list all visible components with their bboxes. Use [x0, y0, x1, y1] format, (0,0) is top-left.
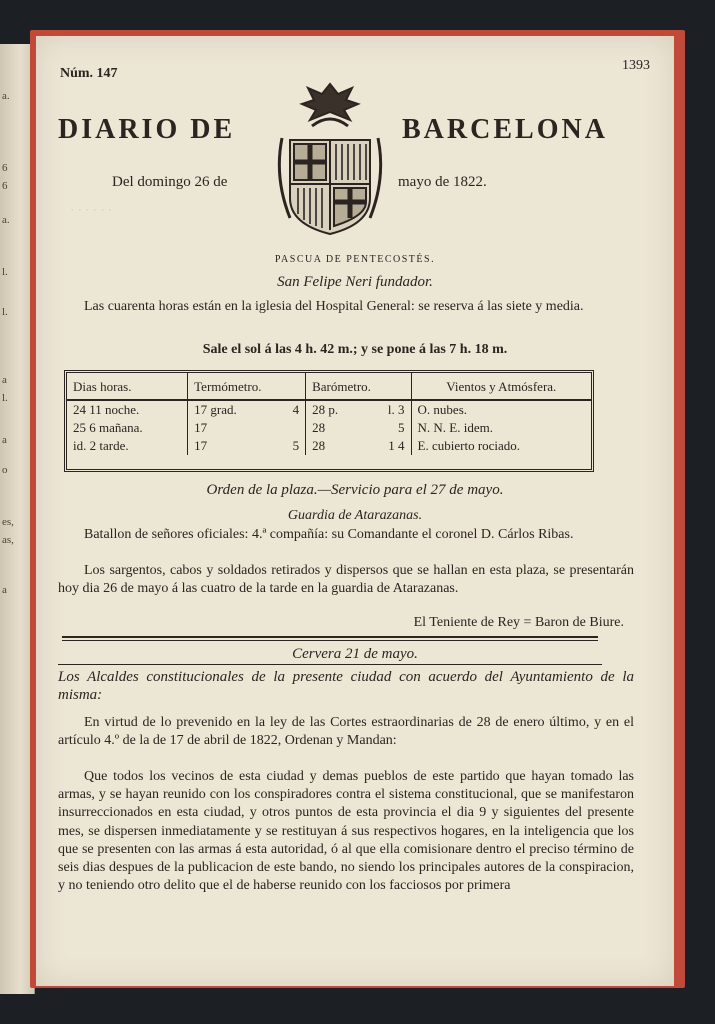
cell-wind: E. cubierto rociado. — [417, 438, 521, 453]
left-fragment: a — [2, 374, 7, 386]
section-divider — [58, 664, 602, 665]
cell-thermo: 17 — [194, 420, 208, 435]
section-divider — [62, 636, 598, 638]
left-fragment: 6 — [2, 180, 8, 192]
cell-day: id. — [73, 438, 87, 453]
masthead-left: DIARIO DE — [58, 114, 236, 145]
left-fragment: 6 — [2, 162, 8, 174]
forty-hours-notice: Las cuarenta horas están en la iglesia del Hospital General: se reserva á las siete y media. — [84, 299, 584, 314]
cell-time: 11 noche. — [89, 402, 140, 417]
cell-baro-frac: 3 — [398, 402, 405, 417]
issue-number: Núm. 147 — [60, 66, 118, 81]
left-fragment: a. — [2, 214, 10, 226]
cell-thermo-frac: 5 — [292, 438, 300, 453]
orden-heading: Orden de la plaza.—Servicio para el 27 de mayo. — [206, 482, 504, 498]
cell-baro-mid: l. — [387, 402, 395, 417]
masthead-right: BARCELONA — [402, 114, 608, 145]
table-row — [67, 400, 591, 419]
cell-day: 25 — [73, 420, 86, 435]
feast-title: PASCUA DE PENTECOSTÉS. — [274, 254, 436, 265]
left-fragment: a — [2, 584, 7, 596]
orden-paragraph: Los sargentos, cabos y soldados retirados y dispersos que se hallan en esta plaza, se presentarán hoy dia 26 de mayo á las cuatro de la tarde en la guardia de Atarazanas. — [58, 563, 634, 596]
left-fragment: a — [2, 434, 7, 446]
cell-baro-frac: 4 — [398, 438, 405, 453]
page-number: 1393 — [622, 58, 650, 73]
cervera-paragraph: En virtud de lo prevenido en la ley de las Cortes estraordinarias de 28 de enero último, y en el artículo 4.º de la de 17 de abril de 1822, Ordenan y Mandan: — [58, 715, 634, 748]
cell-baro-frac: 5 — [398, 420, 405, 435]
cell-day: 24 — [73, 402, 86, 417]
left-fragment: l. — [2, 306, 8, 318]
feast-saint: San Felipe Neri fundador. — [277, 274, 433, 290]
table-row — [67, 437, 591, 455]
cervera-intro: Los Alcaldes constitucionales de la presente ciudad con acuerdo del Ayuntamiento de la misma: — [58, 669, 634, 703]
cell-time: 2 tarde. — [89, 438, 129, 453]
cervera-heading: Cervera 21 de mayo. — [292, 646, 418, 662]
cell-wind: O. nubes. — [417, 402, 467, 417]
left-fragment: as, — [2, 534, 14, 546]
cell-wind: N. N. E. idem. — [417, 420, 493, 435]
cell-baro: 28 — [312, 438, 326, 453]
coat-of-arms-icon — [268, 80, 392, 240]
table-row — [67, 419, 591, 437]
weather-table — [64, 370, 594, 472]
cell-thermo: 17 grad. — [194, 402, 237, 417]
left-fragment: a. — [2, 90, 10, 102]
sun-times: Sale el sol á las 4 h. 42 m.; y se pone á las 7 h. 18 m. — [202, 342, 508, 357]
cell-baro: 28 p. — [312, 402, 339, 417]
date-right: mayo de 1822. — [398, 174, 487, 190]
left-fragment: l. — [2, 392, 8, 404]
weather-header: Dias horas. — [67, 373, 188, 400]
bleed-through-text: · · · · · · — [70, 202, 113, 217]
cell-thermo-frac: 4 — [292, 402, 300, 417]
weather-header: Termómetro. — [188, 373, 306, 400]
orden-paragraph: Batallon de señores oficiales: 4.ª compañía: su Comandante el coronel D. Cárlos Ribas. — [84, 527, 574, 542]
weather-header: Barómetro. — [306, 373, 411, 400]
weather-header: Vientos y Atmósfera. — [411, 373, 591, 400]
cervera-paragraph: Que todos los vecinos de esta ciudad y demas pueblos de este partido que hayan tomado las armas, y se hayan reunido con los conspiradores contra el sistema constitucional, que se manifestaron insurreccionados en esta ciudad, y otros puntos de esta provincia el dia 9 y siguientes del presente mes, se dispersen inmediatamente y se restituyan á sus respectivos hogares, en la inteligencia que los que se presenten con las armas á esta autoridad, ó al que ella comisionare dentro el preciso término de seis dias despues de la publicacion de este bando, no siendo los principales autores de la conspiracion, y no teniendo otro delito que el de haberse reunido con los facciosos por primera — [58, 769, 634, 894]
left-fragment: o — [2, 464, 8, 476]
cell-baro: 28 — [312, 420, 326, 435]
orden-signature: El Teniente de Rey = Baron de Biure. — [413, 615, 624, 630]
left-fragment: l. — [2, 266, 8, 278]
section-divider — [62, 640, 598, 641]
cell-time: 6 mañana. — [89, 420, 143, 435]
date-left: Del domingo 26 de — [112, 174, 228, 190]
orden-subheading: Guardia de Atarazanas. — [287, 508, 423, 523]
cell-baro-mid: 1 — [388, 438, 395, 453]
newspaper-page — [36, 36, 674, 986]
cell-thermo: 17 — [194, 438, 208, 453]
left-fragment: es, — [2, 516, 14, 528]
